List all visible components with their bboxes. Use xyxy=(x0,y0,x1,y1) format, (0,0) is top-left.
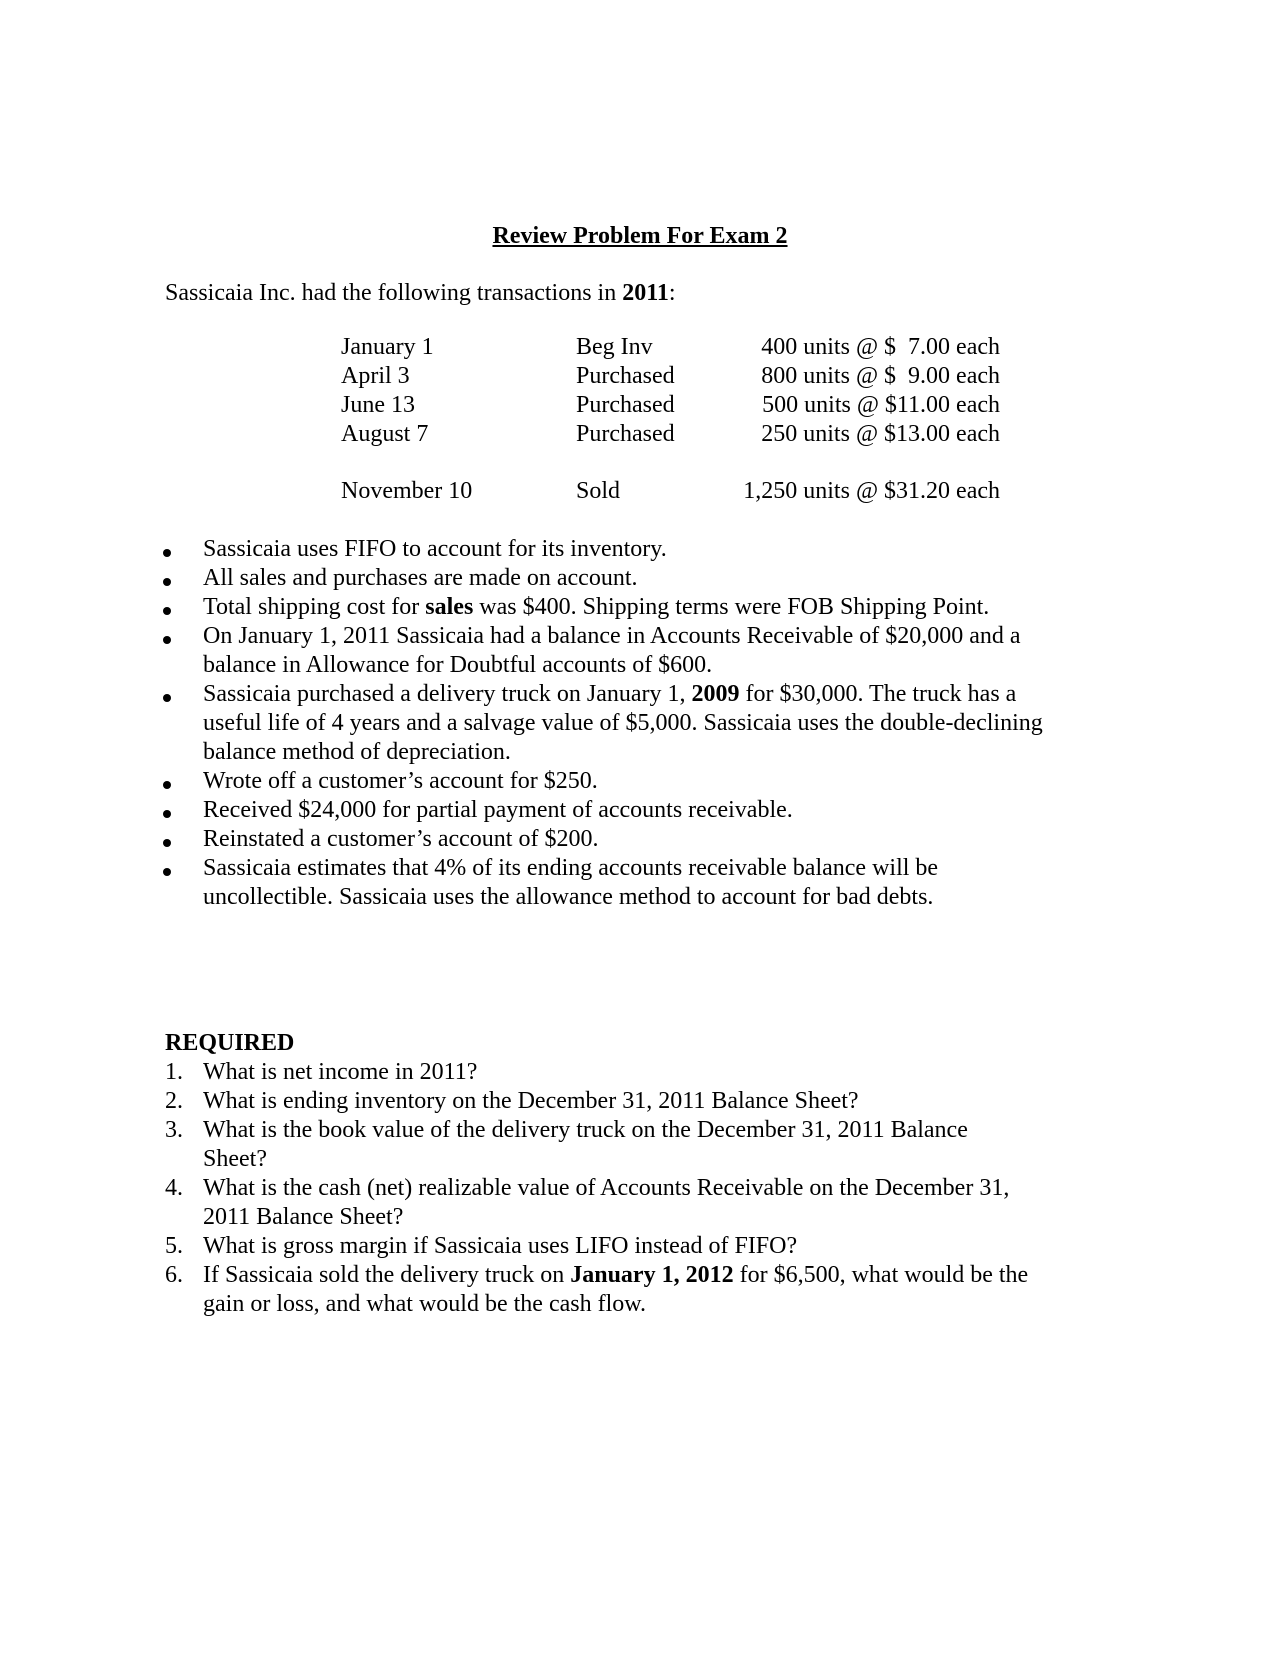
transaction-type: Sold xyxy=(576,478,621,504)
list-item-text: Total shipping cost for xyxy=(203,594,426,620)
question-text: What is net income in 2011? xyxy=(203,1059,478,1085)
question-text: Sheet? xyxy=(203,1146,267,1172)
transaction-date: August 7 xyxy=(341,421,429,447)
bullet-icon xyxy=(163,868,175,880)
transaction-type: Purchased xyxy=(576,363,675,389)
question-item xyxy=(203,1087,1083,1116)
question-text: What is ending inventory on the December 31, 2011 Balance Sheet? xyxy=(203,1088,859,1114)
list-item-bold: sales xyxy=(425,594,474,620)
transaction-detail: 500 units @ $11.00 each xyxy=(762,392,1000,418)
question-number: 5. xyxy=(165,1233,183,1259)
bullet-icon xyxy=(163,578,175,590)
question-text: What is the book value of the delivery truck on the December 31, 2011 Balance xyxy=(203,1117,968,1143)
bullet-icon xyxy=(163,810,175,822)
question-number: 1. xyxy=(165,1059,183,1085)
list-item-text: uncollectible. Sassicaia uses the allowance method to account for bad debts. xyxy=(203,884,934,910)
list-item-text: On January 1, 2011 Sassicaia had a balance in Accounts Receivable of $20,000 and a xyxy=(203,623,1021,649)
intro-prefix: Sassicaia Inc. had the following transactions in xyxy=(165,280,623,306)
list-item xyxy=(203,767,1083,796)
list-item-text: Sassicaia estimates that 4% of its ending accounts receivable balance will be xyxy=(203,855,939,881)
list-item-text: balance in Allowance for Doubtful accounts of $600. xyxy=(203,652,713,678)
list-item-text: Sassicaia uses FIFO to account for its inventory. xyxy=(203,536,667,562)
question-number: 4. xyxy=(165,1175,183,1201)
question-text: gain or loss, and what would be the cash flow. xyxy=(203,1291,647,1317)
transaction-date: April 3 xyxy=(341,363,410,389)
list-item xyxy=(203,564,1083,593)
question-text: If Sassicaia sold the delivery truck on xyxy=(203,1262,571,1288)
list-item xyxy=(203,796,1083,825)
question-bold: January 1, 2012 xyxy=(570,1262,734,1288)
bullet-icon xyxy=(163,549,175,561)
transaction-type: Purchased xyxy=(576,392,675,418)
question-text: 2011 Balance Sheet? xyxy=(203,1204,404,1230)
bullet-icon xyxy=(163,694,175,706)
question-item xyxy=(203,1058,1083,1087)
bullet-icon xyxy=(163,839,175,851)
transaction-detail: 800 units @ $ 9.00 each xyxy=(761,363,1000,389)
question-item xyxy=(203,1174,1083,1232)
list-item-text: Wrote off a customer’s account for $250. xyxy=(203,768,598,794)
transaction-type: Purchased xyxy=(576,421,675,447)
transaction-date: January 1 xyxy=(341,334,434,360)
list-item xyxy=(203,825,1083,854)
list-item-bold: 2009 xyxy=(691,681,740,707)
page-title: Review Problem For Exam 2 xyxy=(492,223,788,249)
transaction-detail: 1,250 units @ $31.20 each xyxy=(743,478,1000,504)
list-item-text: balance method of depreciation. xyxy=(203,739,511,765)
question-text: What is gross margin if Sassicaia uses LIFO instead of FIFO? xyxy=(203,1233,798,1259)
bullet-icon xyxy=(163,781,175,793)
list-item xyxy=(203,593,1083,622)
question-number: 3. xyxy=(165,1117,183,1143)
question-item xyxy=(203,1261,1083,1319)
bullet-icon xyxy=(163,636,175,648)
question-text: What is the cash (net) realizable value of Accounts Receivable on the December 31, xyxy=(203,1175,1010,1201)
list-item-text: All sales and purchases are made on account. xyxy=(203,565,638,591)
transaction-detail: 400 units @ $ 7.00 each xyxy=(761,334,1000,360)
question-text: for $6,500, what would be the xyxy=(733,1262,1029,1288)
list-item-text: Received $24,000 for partial payment of accounts receivable. xyxy=(203,797,793,823)
list-item-text: for $30,000. The truck has a xyxy=(739,681,1017,707)
bullet-icon xyxy=(163,607,175,619)
question-item xyxy=(203,1232,1083,1261)
intro-sentence xyxy=(165,279,676,308)
list-item-text: Reinstated a customer’s account of $200. xyxy=(203,826,599,852)
transaction-detail: 250 units @ $13.00 each xyxy=(761,421,1000,447)
list-item xyxy=(203,854,1083,912)
question-number: 2. xyxy=(165,1088,183,1114)
transaction-type: Beg Inv xyxy=(576,334,653,360)
question-number: 6. xyxy=(165,1262,183,1288)
list-item-text: useful life of 4 years and a salvage value of $5,000. Sassicaia uses the double-declining xyxy=(203,710,1043,736)
transaction-date: November 10 xyxy=(341,478,473,504)
list-item xyxy=(203,535,1083,564)
intro-year: 2011 xyxy=(622,280,669,306)
question-item xyxy=(203,1116,1083,1174)
list-item xyxy=(203,680,1083,767)
transaction-date: June 13 xyxy=(341,392,415,418)
list-item xyxy=(203,622,1083,680)
intro-suffix: : xyxy=(668,280,676,306)
list-item-text: Sassicaia purchased a delivery truck on January 1, xyxy=(203,681,692,707)
list-item-text: was $400. Shipping terms were FOB Shipping Point. xyxy=(473,594,990,620)
required-heading: REQUIRED xyxy=(165,1030,295,1056)
